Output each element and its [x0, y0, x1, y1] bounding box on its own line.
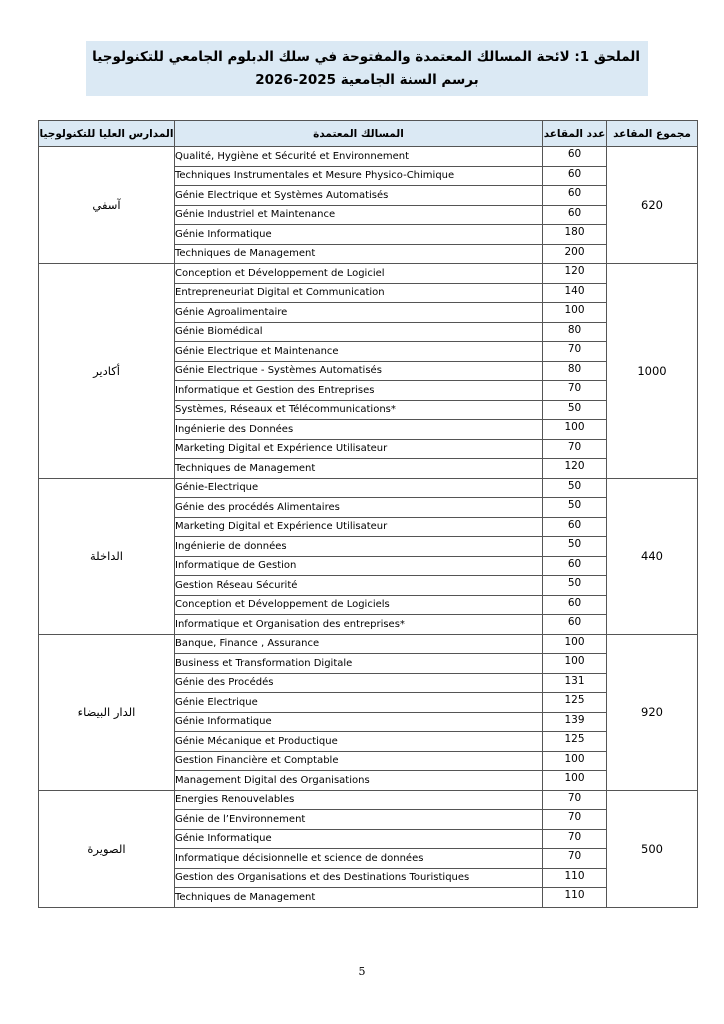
program-name: Génie Biomédical — [175, 322, 543, 342]
program-seats: 60 — [543, 186, 607, 206]
program-name: Marketing Digital et Expérience Utilisateur — [175, 517, 543, 537]
school-total-seats: 920 — [607, 634, 698, 790]
program-seats: 70 — [543, 790, 607, 810]
program-name: Génie des Procédés — [175, 673, 543, 693]
program-seats: 70 — [543, 381, 607, 401]
document-title: الملحق 1: لائحة المسالك المعتمدة والمفتوحة في سلك الدبلوم الجامعي للتكنولوجيا — [92, 49, 640, 65]
program-seats: 200 — [543, 244, 607, 264]
program-name: Qualité, Hygiène et Sécurité et Environnement — [175, 147, 543, 167]
program-seats: 60 — [543, 615, 607, 635]
program-seats: 120 — [543, 264, 607, 284]
program-name: Génie Informatique — [175, 712, 543, 732]
program-seats: 60 — [543, 556, 607, 576]
program-name: Génie Electrique et Systèmes Automatisés — [175, 186, 543, 206]
school-name: الداخلة — [39, 478, 175, 634]
program-seats: 50 — [543, 498, 607, 518]
program-seats: 70 — [543, 829, 607, 849]
program-name: Banque, Finance , Assurance — [175, 634, 543, 654]
program-name: Génie de l’Environnement — [175, 810, 543, 830]
program-seats: 139 — [543, 712, 607, 732]
table-row — [39, 478, 698, 498]
table-body — [39, 147, 698, 908]
program-seats: 100 — [543, 751, 607, 771]
program-seats: 50 — [543, 537, 607, 557]
title-banner — [86, 41, 648, 96]
program-seats: 60 — [543, 205, 607, 225]
school-name: أكادير — [39, 264, 175, 479]
program-name: Informatique décisionnelle et science de données — [175, 849, 543, 869]
program-seats: 80 — [543, 322, 607, 342]
school-total-seats: 620 — [607, 147, 698, 264]
header-schools: المدارس العليا للتكنولوجيا — [39, 121, 175, 147]
program-seats: 70 — [543, 810, 607, 830]
program-seats: 125 — [543, 732, 607, 752]
program-name: Informatique de Gestion — [175, 556, 543, 576]
program-name: Génie Industriel et Maintenance — [175, 205, 543, 225]
program-seats: 50 — [543, 478, 607, 498]
program-name: Techniques de Management — [175, 888, 543, 908]
program-seats: 50 — [543, 576, 607, 596]
program-seats: 60 — [543, 595, 607, 615]
table-row — [39, 264, 698, 284]
page-number: 5 — [358, 965, 366, 978]
program-name: Informatique et Organisation des entreprises* — [175, 615, 543, 635]
school-total-seats: 1000 — [607, 264, 698, 479]
school-name: الصويرة — [39, 790, 175, 907]
programs-table — [38, 120, 698, 908]
program-seats: 70 — [543, 342, 607, 362]
header-seats: عدد المقاعد — [543, 121, 607, 147]
program-name: Techniques Instrumentales et Mesure Physico-Chimique — [175, 166, 543, 186]
program-name: Ingénierie de données — [175, 537, 543, 557]
program-seats: 110 — [543, 888, 607, 908]
program-seats: 100 — [543, 420, 607, 440]
program-seats: 80 — [543, 361, 607, 381]
program-name: Génie Informatique — [175, 225, 543, 245]
program-seats: 100 — [543, 634, 607, 654]
program-name: Entrepreneuriat Digital et Communication — [175, 283, 543, 303]
header-programs: المسالك المعتمدة — [175, 121, 543, 147]
school-name: الدار البيضاء — [39, 634, 175, 790]
academic-year-subtitle: برسم السنة الجامعية 2025-2026 — [255, 72, 479, 88]
program-seats: 70 — [543, 439, 607, 459]
program-seats: 180 — [543, 225, 607, 245]
program-name: Gestion des Organisations et des Destinations Touristiques — [175, 868, 543, 888]
school-name: آسفي — [39, 147, 175, 264]
program-name: Génie Informatique — [175, 829, 543, 849]
table-row — [39, 634, 698, 654]
program-name: Techniques de Management — [175, 459, 543, 479]
program-name: Génie Electrique - Systèmes Automatisés — [175, 361, 543, 381]
program-seats: 50 — [543, 400, 607, 420]
program-seats: 60 — [543, 147, 607, 167]
program-seats: 60 — [543, 517, 607, 537]
program-seats: 125 — [543, 693, 607, 713]
program-name: Génie Mécanique et Productique — [175, 732, 543, 752]
program-name: Ingénierie des Données — [175, 420, 543, 440]
program-seats: 100 — [543, 303, 607, 323]
program-seats: 100 — [543, 771, 607, 791]
program-seats: 70 — [543, 849, 607, 869]
program-name: Marketing Digital et Expérience Utilisateur — [175, 439, 543, 459]
program-name: Conception et Développement de Logiciel — [175, 264, 543, 284]
program-seats: 60 — [543, 166, 607, 186]
program-name: Génie-Electrique — [175, 478, 543, 498]
program-name: Management Digital des Organisations — [175, 771, 543, 791]
program-name: Génie Agroalimentaire — [175, 303, 543, 323]
program-name: Conception et Développement de Logiciels — [175, 595, 543, 615]
program-name: Génie des procédés Alimentaires — [175, 498, 543, 518]
table-header-row — [39, 121, 698, 147]
program-name: Systèmes, Réseaux et Télécommunications* — [175, 400, 543, 420]
program-seats: 110 — [543, 868, 607, 888]
program-name: Génie Electrique — [175, 693, 543, 713]
program-name: Business et Transformation Digitale — [175, 654, 543, 674]
program-name: Gestion Financière et Comptable — [175, 751, 543, 771]
program-seats: 131 — [543, 673, 607, 693]
school-total-seats: 440 — [607, 478, 698, 634]
program-name: Energies Renouvelables — [175, 790, 543, 810]
table-row — [39, 147, 698, 167]
program-name: Techniques de Management — [175, 244, 543, 264]
table-row — [39, 790, 698, 810]
program-name: Gestion Réseau Sécurité — [175, 576, 543, 596]
school-total-seats: 500 — [607, 790, 698, 907]
program-name: Génie Electrique et Maintenance — [175, 342, 543, 362]
program-name: Informatique et Gestion des Entreprises — [175, 381, 543, 401]
program-seats: 120 — [543, 459, 607, 479]
program-seats: 100 — [543, 654, 607, 674]
program-seats: 140 — [543, 283, 607, 303]
header-total-seats: مجموع المقاعد — [607, 121, 698, 147]
